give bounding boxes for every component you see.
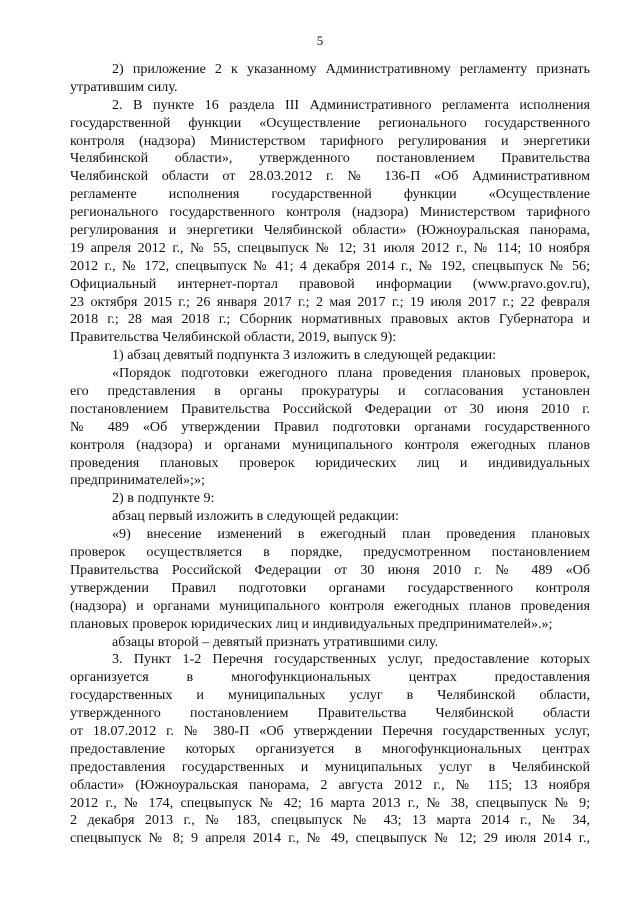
text-line: «Порядок подготовки ежегодного плана проведения плановых проверок, — [112, 365, 590, 382]
text-line: проверок осуществляется в порядке, предусмотренном постановлением — [70, 544, 590, 561]
text-line: спецвыпуск № 8; 9 апреля 2014 г., № 49, спецвыпуск № 12; 29 июля 2014 г., — [70, 830, 590, 847]
text-line: 2. В пункте 16 раздела III Административного регламента исполнения — [112, 96, 590, 113]
text-line: № 489 «Об утверждении Правил подготовки органами государственного — [70, 418, 590, 435]
text-line: Челябинской области», утвержденного постановлением Правительства — [70, 150, 590, 167]
text-line: абзацы второй – девятый признать утратившими силу. — [112, 633, 439, 650]
text-line: 2) в подпункте 9: — [112, 490, 215, 507]
text-line: предоставления государственных и муниципальных услуг в Челябинской — [70, 758, 590, 775]
text-line: 2012 г., № 172, спецвыпуск № 41; 4 декабря 2014 г., № 192, спецвыпуск № 56; — [70, 257, 590, 274]
text-line: 2) приложение 2 к указанному Административному регламенту признать — [112, 61, 590, 77]
text-line: Официальный интернет-портал правовой информации (www.pravo.gov.ru), — [70, 275, 590, 292]
text-line: проведения плановых проверок юридических лиц и индивидуальных — [70, 454, 590, 471]
text-line: регулирования и энергетики Челябинской области» (Южноуральская панорама, — [70, 222, 590, 239]
text-line: 2018 г.; 28 мая 2018 г.; Сборник нормативных правовых актов Губернатора и — [70, 311, 590, 328]
text-line: государственных и муниципальных услуг в Челябинской области, — [70, 687, 590, 704]
text-line: области» (Южноуральская панорама, 2 августа 2012 г., № 115; 13 ноября — [70, 776, 590, 793]
text-line: Правительства Российской Федерации от 30 июня 2010 г. № 489 «Об — [70, 561, 590, 578]
text-line: 1) абзац девятый подпункта 3 изложить в следующей редакции: — [112, 347, 497, 364]
text-line: 2012 г., № 174, спецвыпуск № 42; 16 марта 2013 г., № 38, спецвыпуск № 9; — [70, 794, 590, 811]
text-line: государственной функции «Осуществление регионального государственного — [70, 114, 590, 131]
text-line: предоставление которых организуется в многофункциональных центрах — [70, 740, 590, 757]
text-line: Правительства Челябинской области, 2019, выпуск 9): — [70, 329, 397, 346]
text-line: его представления в органы прокуратуры и согласования установлен — [70, 383, 590, 400]
text-line: регламенте исполнения государственной функции «Осуществление — [70, 186, 590, 203]
text-line: организуется в многофункциональных центрах предоставления — [70, 669, 590, 686]
page-number: 5 — [316, 33, 324, 48]
text-line: 3. Пункт 1-2 Перечня государственных услуг, предоставление которых — [112, 651, 590, 668]
text-line: предпринимателей»;»; — [70, 472, 205, 489]
text-line: утратившим силу. — [70, 78, 178, 95]
text-line: Челябинской области от 28.03.2012 г. № 136-П «Об Административном — [70, 168, 590, 185]
text-line: контроля (надзора) и органами муниципального контроля ежегодных планов — [70, 436, 590, 453]
text-line: 23 октября 2015 г.; 26 января 2017 г.; 2 мая 2017 г.; 19 июля 2017 г.; 22 февраля — [70, 293, 590, 310]
text-line: плановых проверок юридических лиц и индивидуальных предпринимателей».»; — [70, 615, 553, 632]
text-line: утверждении Правил подготовки органами государственного контроля — [70, 579, 590, 596]
text-line: 19 апреля 2012 г., № 55, спецвыпуск № 12; 31 июля 2012 г., № 114; 10 ноября — [70, 239, 590, 256]
text-line: утвержденного постановлением Правительства Челябинской области — [70, 705, 590, 722]
text-line: абзац первый изложить в следующей редакции: — [112, 508, 399, 525]
text-line: регионального государственного контроля (надзора) Министерством тарифного — [70, 204, 590, 221]
document-body — [70, 61, 590, 848]
text-line: 2 декабря 2013 г., № 183, спецвыпуск № 43; 13 марта 2014 г., № 34, — [70, 812, 590, 829]
text-line: постановлением Правительства Российской Федерации от 30 июня 2010 г. — [70, 400, 590, 417]
text-line: контроля (надзора) Министерством тарифного регулирования и энергетики — [70, 132, 590, 149]
text-line: от 18.07.2012 г. № 380-П «Об утверждении Перечня государственных услуг, — [70, 722, 590, 739]
text-line: «9) внесение изменений в ежегодный план проведения плановых — [112, 526, 590, 543]
text-line: (надзора) и органами муниципального контроля ежегодных планов проведения — [70, 597, 590, 614]
